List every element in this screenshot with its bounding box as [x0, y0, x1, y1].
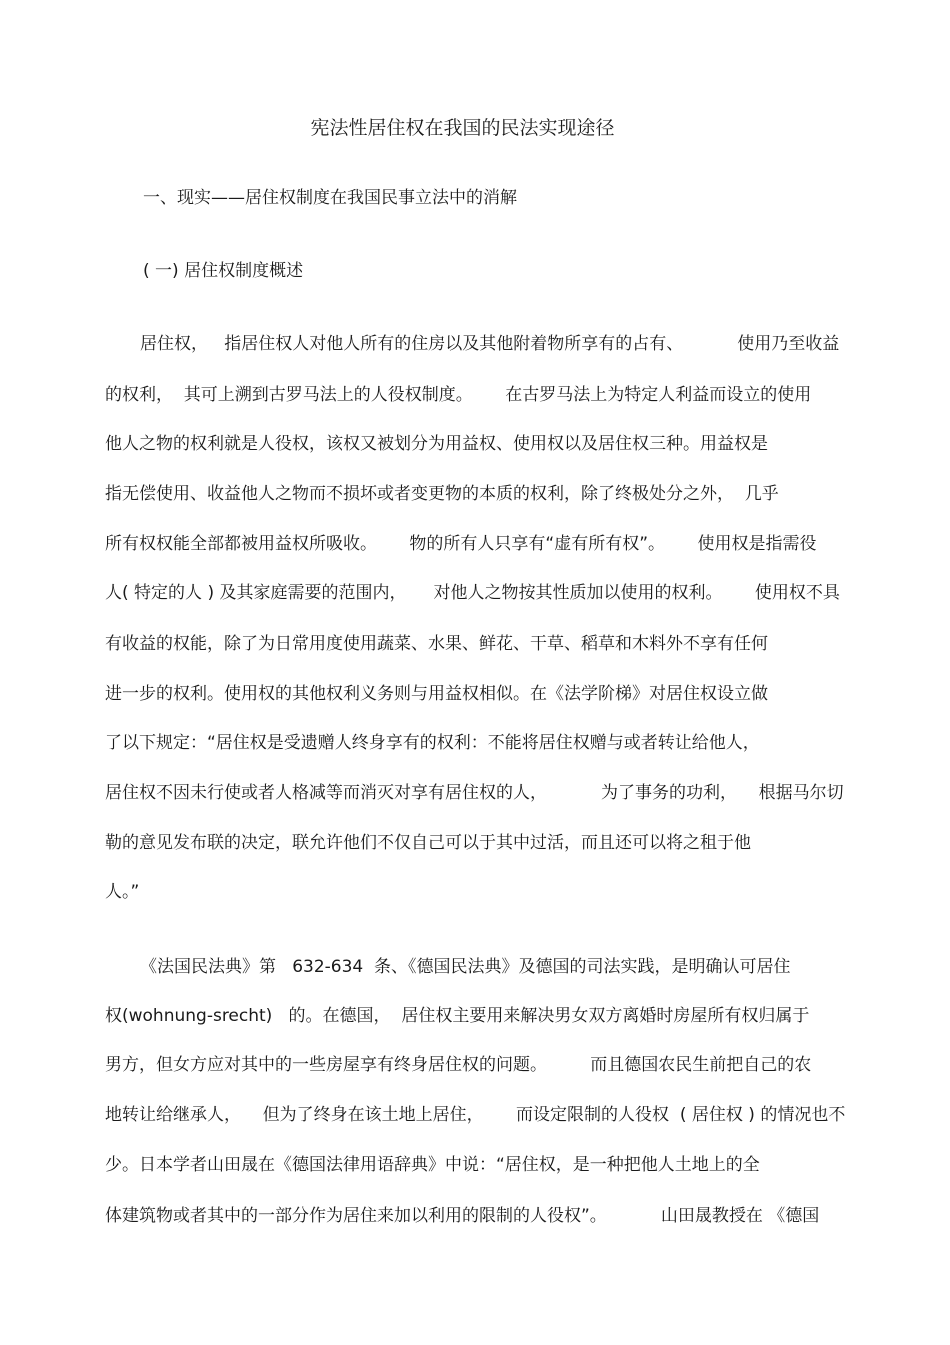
paragraph-line: 的权利， 其可上溯到古罗马法上的人役权制度。 在古罗马法上为特定人利益而设立的使用: [105, 385, 812, 405]
paragraph-line: 地转让给继承人， 但为了终身在该土地上居住， 而设定限制的人役权 ( 居住权 ) 的情况也不: [105, 1105, 846, 1125]
paragraph-line: 指无偿使用、收益他人之物而不损坏或者变更物的本质的权利，除了终极处分之外， 几乎: [105, 484, 779, 504]
paragraph-line: 居住权不因未行使或者人格减等而消灭对享有居住权的人， 为了事务的功利， 根据马尔切: [105, 783, 844, 803]
paragraph-line: 人。”: [105, 882, 140, 902]
paragraph-line: 体建筑物或者其中的一部分作为居住来加以利用的限制的人役权”。 山田晟教授在 《德国: [105, 1206, 820, 1226]
paragraph-line: 权(wohnung-srecht) 的。在德国， 居住权主要用来解决男女双方离婚时房屋所有权归属于: [105, 1006, 810, 1026]
paragraph-line: 进一步的权利。使用权的其他权利义务则与用益权相似。在《法学阶梯》对居住权设立做: [105, 684, 768, 704]
paragraph-line: 勒的意见发布联的决定，联允许他们不仅自己可以于其中过活，而且还可以将之租于他: [105, 833, 751, 853]
paragraph-line: 少。日本学者山田晟在《德国法律用语辞典》中说：“居住权，是一种把他人土地上的全: [105, 1155, 760, 1175]
document-title: 宪法性居住权在我国的民法实现途径: [310, 117, 615, 139]
paragraph-line: 了以下规定：“居住权是受遗赠人终身享有的权利：不能将居住权赠与或者转让给他人，: [105, 733, 760, 753]
paragraph-line: 男方，但女方应对其中的一些房屋享有终身居住权的问题。 而且德国农民生前把自己的农: [105, 1055, 812, 1075]
paragraph-line: 人( 特定的人 ) 及其家庭需要的范围内， 对他人之物按其性质加以使用的权利。 使用权不具: [105, 583, 840, 603]
paragraph-line: 有收益的权能，除了为日常用度使用蔬菜、水果、鲜花、干草、稻草和木料外不享有任何: [105, 634, 768, 654]
paragraph-line: 《法国民法典》第 632-634 条、《德国民法典》及德国的司法实践，是明确认可居住: [140, 957, 791, 977]
paragraph-line: 他人之物的权利就是人役权，该权又被划分为用益权、使用权以及居住权三种。用益权是: [105, 434, 768, 454]
paragraph-line: 所有权权能全部都被用益权所吸收。 物的所有人只享有“虚有所有权”。 使用权是指需役: [105, 534, 817, 554]
paragraph-line: 居住权， 指居住权人对他人所有的住房以及其他附着物所享有的占有、 使用乃至收益: [140, 334, 840, 354]
section-heading: 一、现实——居住权制度在我国民事立法中的消解: [143, 188, 517, 208]
subsection-heading: ( 一) 居住权制度概述: [143, 261, 304, 281]
